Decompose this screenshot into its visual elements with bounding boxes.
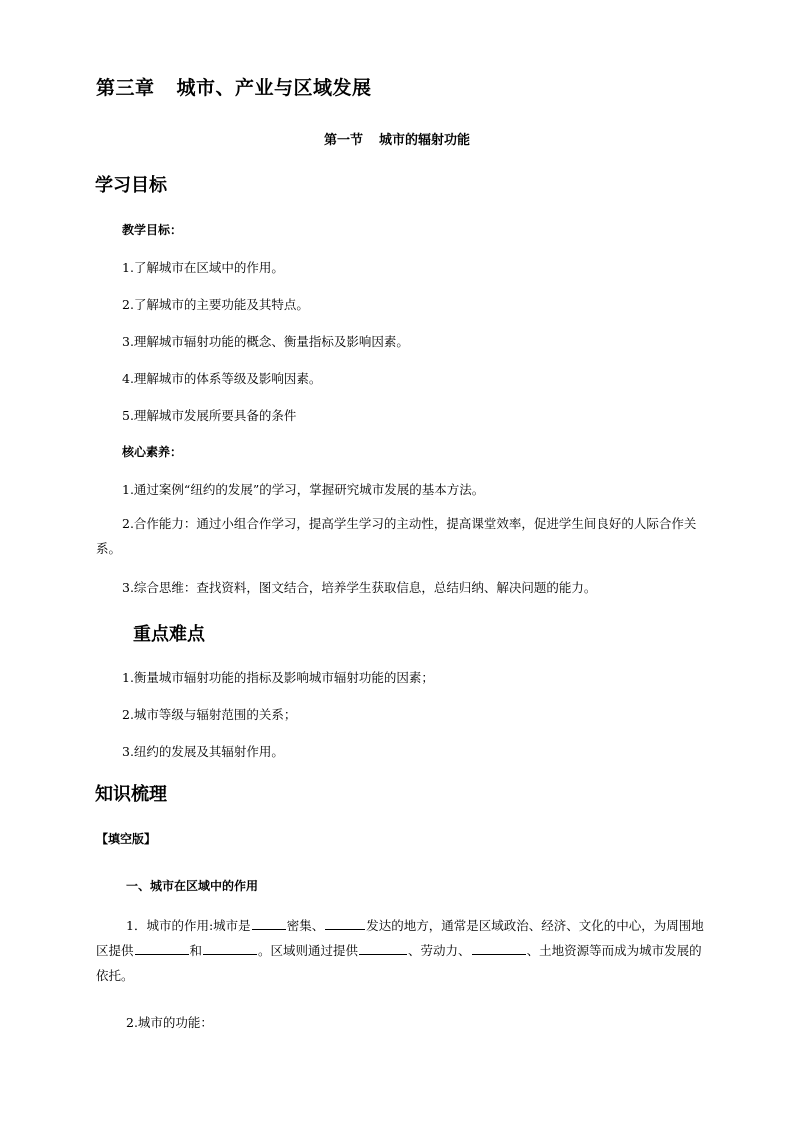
section-name: 城市的辐射功能 [379, 133, 471, 148]
knowledge-heading: 知识梳理 [95, 784, 167, 805]
list-item: 3.综合思维：查找资料，图文结合，培养学生获取信息，总结归纳、解决问题的能力。 [122, 580, 597, 595]
list-item: 3.纽约的发展及其辐射作用。 [122, 744, 284, 759]
section-number: 第一节 [323, 133, 363, 148]
list-item: 1.了解城市在区域中的作用。 [122, 260, 284, 275]
core-literacy-label: 核心素养： [122, 445, 183, 459]
fill-blank-question: 1．城市的作用:城市是 密集、 发达的地方，通常是区域政治、经济、文化的中心，为周围地区提供 和 。区域则通过提供 、劳动力、 、土地资源等而成为城市发展的依托。 [96, 913, 706, 988]
list-item: 2.了解城市的主要功能及其特点。 [122, 297, 309, 312]
subsection-title: 一、城市在区域中的作用 [126, 879, 259, 893]
list-item: 1.衡量城市辐射功能的指标及影响城市辐射功能的因素； [122, 670, 434, 685]
list-item: 3.理解城市辐射功能的概念、衡量指标及影响因素。 [122, 334, 409, 349]
blank[interactable] [135, 940, 189, 955]
chapter-title [96, 73, 372, 100]
learning-goals-heading: 学习目标 [95, 175, 167, 196]
section-title [0, 129, 794, 148]
list-item: 4.理解城市的体系等级及影响因素。 [122, 371, 322, 386]
key-points-heading: 重点难点 [133, 624, 205, 645]
list-item: 2.城市等级与辐射范围的关系； [122, 707, 297, 722]
blank[interactable] [359, 940, 407, 955]
list-item: 2.合作能力：通过小组合作学习，提高学生学习的主动性，提高课堂效率，促进学生间良好的人际合作关系。 [96, 516, 697, 556]
list-item: 1.通过案例“纽约的发展”的学习，掌握研究城市发展的基本方法。 [122, 482, 485, 497]
blank[interactable] [472, 940, 526, 955]
blank[interactable] [325, 915, 365, 930]
question-item: 2.城市的功能： [126, 1015, 213, 1030]
blank[interactable] [203, 940, 257, 955]
chapter-subtitle: 城市、产业与区域发展 [176, 77, 372, 99]
question-number: 1．城市的作用: [126, 918, 214, 933]
fill-version-label: 【填空版】 [96, 832, 157, 846]
chapter-number: 第三章 [96, 77, 155, 99]
blank[interactable] [252, 915, 286, 930]
list-item: 5.理解城市发展所要具备的条件 [122, 408, 297, 423]
teaching-goals-label: 教学目标： [122, 223, 183, 237]
